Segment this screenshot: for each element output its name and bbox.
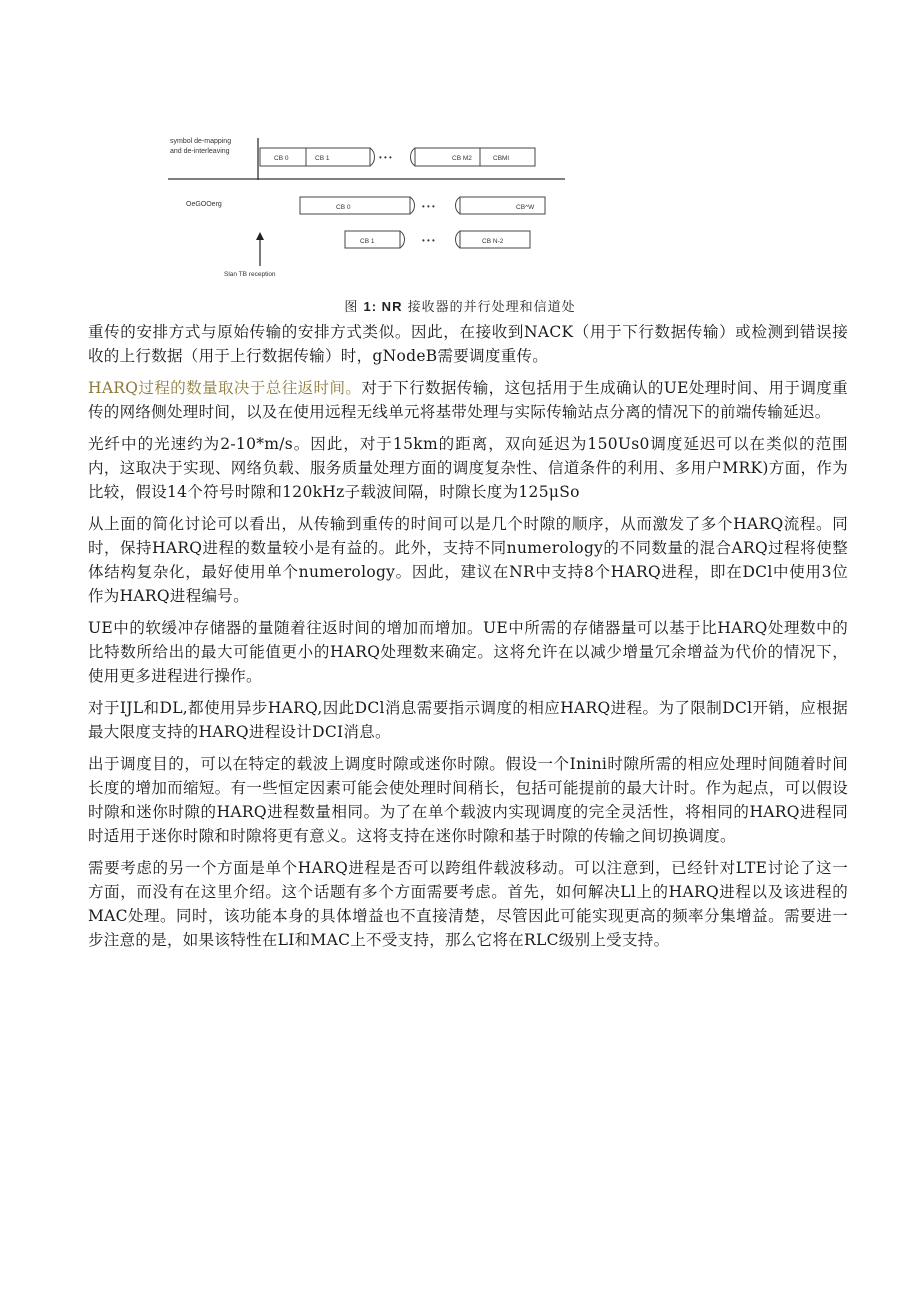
slan-tb-label: Slan TB reception xyxy=(224,271,276,278)
row2-wave-a xyxy=(410,197,415,214)
symbol-demap-label-1: symbol de-mapping xyxy=(170,138,232,145)
reception-arrow-head xyxy=(256,232,264,240)
row2-box-a xyxy=(300,197,410,214)
figure-caption xyxy=(0,296,920,315)
row1-box-b xyxy=(415,148,535,166)
highlighted-lead: HARQ过程的数量取决于总往返时间。 xyxy=(88,379,362,397)
row1-wave-a xyxy=(370,148,375,166)
row1-dots: • • • xyxy=(379,153,392,162)
paragraph-retransmission: 重传的安排方式与原始传输的安排方式类似。因此，在接收到NACK（用于下行数据传输）或检测到错误接收的上行数据（用于上行数据传输）时，gNodeB需要调度重传。 xyxy=(88,323,848,365)
paragraph-soft-buffer: UE中的软缓冲存储器的量随着往返时间的增加而增加。UE中所需的存储器量可以基于比HARQ处理数中的比特数所给出的最大可能值更小的HARQ处理数来确定。这将允许在以减少增量冗余增益为代价的情况下，使用更多进程进行操作。 xyxy=(88,619,848,685)
paragraph-async-harq: 对于IJL和DL,都使用异步HARQ,因此DCl消息需要指示调度的相应HARQ进程。为了限制DCl开销，应根据最大限度支持的HARQ进程设计DCI消息。 xyxy=(88,699,848,741)
caption-prefix: 图 xyxy=(344,300,359,315)
row3-cb-1: CB 1 xyxy=(360,238,375,245)
receiver-processing-figure xyxy=(160,130,580,280)
figure-diagram xyxy=(160,130,580,280)
paragraph-light-speed: 光纤中的光速约为2-10*m/s。因此，对于15km的距离，双向延迟为150Us0调度延迟可以在类似的范围内，这取决于实现、网络负载、服务质量处理方面的调度复杂性、信道条件的利用、多用户MRK)方面，作为比较，假设14个符号时隙和120kHz子载波间隔，时隙长度为125μSo xyxy=(88,435,848,501)
document-body xyxy=(88,320,848,960)
row2-cb-w: CB^W xyxy=(516,204,535,211)
symbol-demap-label-2: and de-interleaving xyxy=(170,148,230,155)
decoding-label: OeGOOerg xyxy=(186,201,222,208)
paragraph-numerology: 从上面的简化讨论可以看出，从传输到重传的时间可以是几个时隙的顺序，从而激发了多个HARQ流程。同时，保持HARQ进程的数量较小是有益的。此外，支持不同numerology的不同数量的混合ARQ过程将使整体结构复杂化，最好使用单个numerology。因此，建议在NR中支持8个HARQ进程，即在DCl中使用3位作为HARQ进程编号。 xyxy=(88,515,848,605)
row1-cb-m2: CB M2 xyxy=(452,155,472,162)
row3-wave-b xyxy=(456,231,461,248)
row2-cb-0: CB 0 xyxy=(336,204,351,211)
row1-cb-1: CB 1 xyxy=(315,155,330,162)
row2-dots: • • • xyxy=(422,202,435,211)
row1-cb-ml: CBMl xyxy=(493,155,509,162)
row3-dots: • • • xyxy=(422,236,435,245)
row3-wave-a xyxy=(400,231,405,248)
row2-wave-b xyxy=(456,197,461,214)
row1-wave-b xyxy=(411,148,416,166)
row1-cb-0: CB 0 xyxy=(274,155,289,162)
caption-text: 接收器的并行处理和信道处 xyxy=(407,300,576,315)
paragraph-mini-slot: 出于调度目的，可以在特定的载波上调度时隙或迷你时隙。假设一个Inini时隙所需的相应处理时间随着时间长度的增加而缩短。有一些恒定因素可能会使处理时间稍长，包括可能提前的最大计时。作为起点，可以假设时隙和迷你时隙的HARQ进程数量相同。为了在单个载波内实现调度的完全灵活性，将相同的HARQ进程同时适用于迷你时隙和时隙将更有意义。这将支持在迷你时隙和基于时隙的传输之间切换调度。 xyxy=(88,755,848,845)
paragraph-harq-count: HARQ过程的数量取决于总往返时间。对于下行数据传输，这包括用于生成确认的UE处理时间、用于调度重传的网络侧处理时间，以及在使用远程无线单元将基带处理与实际传输站点分离的情况下的前端传输延迟。 xyxy=(88,379,848,421)
caption-label: 1: NR xyxy=(363,299,403,314)
paragraph-carrier-move: 需要考虑的另一个方面是单个HARQ进程是否可以跨组件载波移动。可以注意到，已经针对LTE讨论了这一方面，而没有在这里介绍。这个话题有多个方面需要考虑。首先，如何解决Ll上的HARQ进程以及该进程的MAC处理。同时，该功能本身的具体增益也不直接清楚，尽管因此可能实现更高的频率分集增益。需要进一步注意的是，如果该特性在LI和MAC上不受支持，那么它将在RLC级别上受支持。 xyxy=(88,859,848,949)
row3-cb-n2: CB N-2 xyxy=(482,238,504,245)
